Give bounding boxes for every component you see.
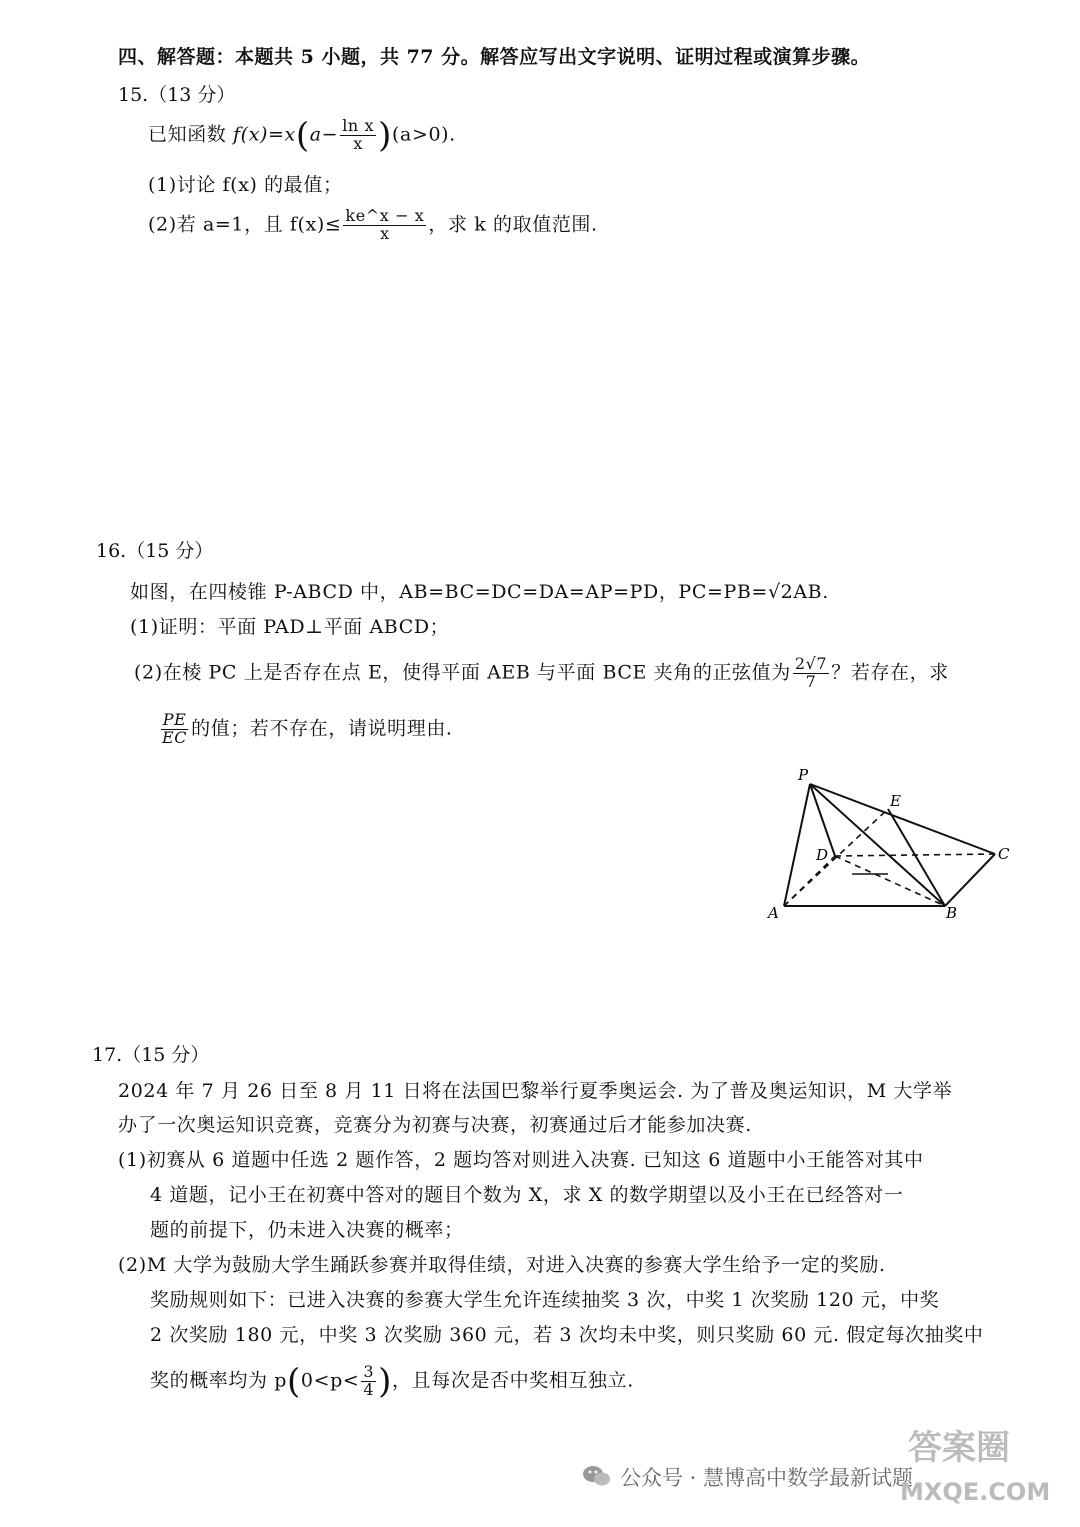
- q15-number: 15.（13 分）: [118, 84, 236, 106]
- label-C: C: [998, 845, 1010, 863]
- q15-fraction: $\frac{\text{ln x}}{x}$: [342, 116, 375, 153]
- q17-part2-line3: 2 次奖励 180 元，中奖 3 次奖励 360 元，若 3 次均未中奖，则只奖励 60 元. 假定每次抽奖中: [150, 1324, 984, 1346]
- section-header: 四、解答题：本题共 5 小题，共 77 分。解答应写出文字说明、证明过程或演算步骤。: [118, 46, 871, 68]
- q15-intro-pre: 已知函数: [148, 123, 227, 146]
- q17-line2: 办了一次奥运知识竞赛，竞赛分为初赛与决赛，初赛通过后才能参加决赛.: [118, 1114, 752, 1136]
- q17-fraction: $\frac{3}{4}$: [363, 1362, 375, 1399]
- edge-DC: [835, 854, 995, 856]
- edge-DB: [835, 856, 945, 906]
- q15-intro: 已知函数 f(x)=x(a− $\frac{\text{ln x}}{x}$ )(a>0).: [148, 115, 456, 156]
- q17-part1-line1: (1)初赛从 6 道题中任选 2 题作答，2 题均答对则进入决赛. 已知这 6 道题中小王能答对其中: [118, 1149, 924, 1171]
- q15-part2: (2)若 a=1，且 f(x)≤ $\frac{ke\^{}x - x}{x}$ ，求 k 的取值范围.: [148, 206, 598, 243]
- edge-PA: [784, 784, 810, 906]
- q15-part1: (1)讨论 f(x) 的最值；: [148, 174, 343, 196]
- q16-intro: 如图，在四棱锥 P-ABCD 中，AB=BC=DC=DA=AP=PD，PC=PB=√2AB.: [130, 581, 829, 603]
- q16-number: 16.（15 分）: [96, 540, 214, 562]
- q17-line1: 2024 年 7 月 26 日至 8 月 11 日将在法国巴黎举行夏季奥运会. 为了普及奥运知识，M 大学举: [118, 1080, 953, 1102]
- q16-part2-fraction: $\frac{2√7}{7}$: [794, 654, 828, 691]
- q17-part2-line1: (2)M 大学为鼓励大学生踊跃参赛并取得佳绩，对进入决赛的参赛大学生给予一定的奖励.: [118, 1254, 886, 1276]
- stamp-top: 答案圈: [908, 1428, 1010, 1468]
- label-B: B: [946, 904, 958, 922]
- edge-BC: [945, 854, 995, 906]
- edge-PC: [810, 784, 995, 854]
- q17-part1-line2: 4 道题，记小王在初赛中答对的题目个数为 X，求 X 的数学期望以及小王在已经答对一: [150, 1184, 904, 1206]
- q17-part2-line2: 奖励规则如下：已进入决赛的参赛大学生允许连续抽奖 3 次，中奖 1 次奖励 120 元，中奖: [150, 1289, 940, 1311]
- label-P: P: [798, 766, 809, 784]
- q16-part1: (1)证明：平面 PAD⊥平面 ABCD；: [130, 616, 450, 638]
- pyramid-figure: [760, 766, 1030, 926]
- q15-part2-fraction: $\frac{ke\^{}x - x}{x}$: [345, 206, 425, 243]
- label-E: E: [890, 792, 901, 810]
- edge-AE: [784, 809, 888, 906]
- q17-part2-line4: 奖的概率均为 p(0<p< $\frac{3}{4}$ )，且每次是否中奖相互独立.: [150, 1361, 634, 1402]
- stamp-bottom: MXQE.COM: [900, 1478, 1051, 1506]
- wechat-icon: [582, 1464, 612, 1488]
- watermark-text: 公众号 · 慧博高中数学最新试题: [620, 1466, 914, 1490]
- q16-part2-cont: $\frac{PE}{EC}$ 的值；若不存在，请说明理由.: [162, 710, 453, 747]
- label-D: D: [816, 846, 829, 864]
- q17-number: 17.（15 分）: [92, 1044, 210, 1066]
- q15-fx: f(x)=x: [233, 123, 296, 146]
- q15-condition: (a>0).: [392, 123, 456, 146]
- q16-part2: (2)在棱 PC 上是否存在点 E，使得平面 AEB 与平面 BCE 夹角的正弦值为 $\frac{2√7}{7}$ ？若存在，求: [134, 654, 949, 691]
- label-A: A: [768, 904, 779, 922]
- q16-ratio-fraction: $\frac{PE}{EC}$: [162, 710, 188, 747]
- q17-part1-line3: 题的前提下，仍未进入决赛的概率；: [150, 1219, 464, 1241]
